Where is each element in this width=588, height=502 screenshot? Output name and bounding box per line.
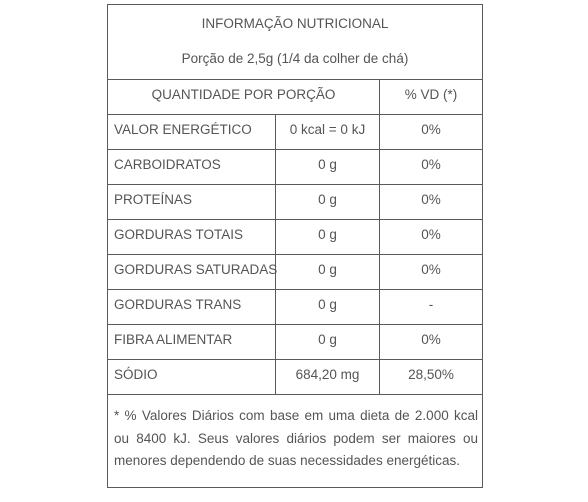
nutrition-facts-table [107, 4, 483, 488]
nutrient-vd: - [428, 297, 434, 312]
nutrient-name: CARBOIDRATOS [114, 157, 221, 172]
nutrient-vd: 0% [421, 192, 441, 207]
nutrient-amount: 0 g [318, 192, 337, 207]
nutrient-name: GORDURAS SATURADAS [114, 262, 278, 277]
header-quantity: QUANTIDADE POR PORÇÃO [151, 87, 336, 102]
nutrient-vd: 0% [421, 262, 441, 277]
nutrient-vd: 0% [421, 227, 441, 242]
nutrient-name: VALOR ENERGÉTICO [114, 122, 252, 137]
footnote: * % Valores Diários com base em uma dieta de 2.000 kcal ou 8400 kJ. Seus valores diários podem ser maiores ou menores dependendo de suas necessidades energéticas. [114, 408, 478, 468]
nutrient-vd: 0% [421, 122, 441, 137]
divider [108, 289, 482, 290]
divider [108, 254, 482, 255]
nutrient-name: SÓDIO [114, 367, 158, 382]
nutrient-amount: 0 g [318, 262, 337, 277]
nutrient-amount: 0 g [318, 227, 337, 242]
nutrient-amount: 0 g [318, 332, 337, 347]
nutrient-vd: 0% [421, 157, 441, 172]
divider [108, 184, 482, 185]
portion-size: Porção de 2,5g (1/4 da colher de chá) [181, 51, 409, 66]
nutrient-name: PROTEÍNAS [114, 192, 193, 207]
divider [108, 394, 482, 395]
nutrient-amount: 0 g [318, 297, 337, 312]
divider [108, 359, 482, 360]
nutrient-amount: 0 g [318, 157, 337, 172]
divider [108, 219, 482, 220]
divider [108, 149, 482, 150]
nutrient-vd: 0% [421, 332, 441, 347]
column-divider [275, 114, 276, 394]
divider [108, 324, 482, 325]
header-vd: % VD (*) [404, 87, 458, 102]
nutrient-name: GORDURAS TRANS [114, 297, 242, 312]
nutrient-amount: 684,20 mg [295, 367, 360, 382]
nutrient-amount: 0 kcal = 0 kJ [289, 122, 366, 137]
nutrient-name: FIBRA ALIMENTAR [114, 332, 233, 347]
nutrient-name: GORDURAS TOTAIS [114, 227, 244, 242]
table-title: INFORMAÇÃO NUTRICIONAL [201, 16, 389, 31]
nutrient-vd: 28,50% [408, 367, 454, 382]
divider [108, 114, 482, 115]
divider [108, 79, 482, 80]
